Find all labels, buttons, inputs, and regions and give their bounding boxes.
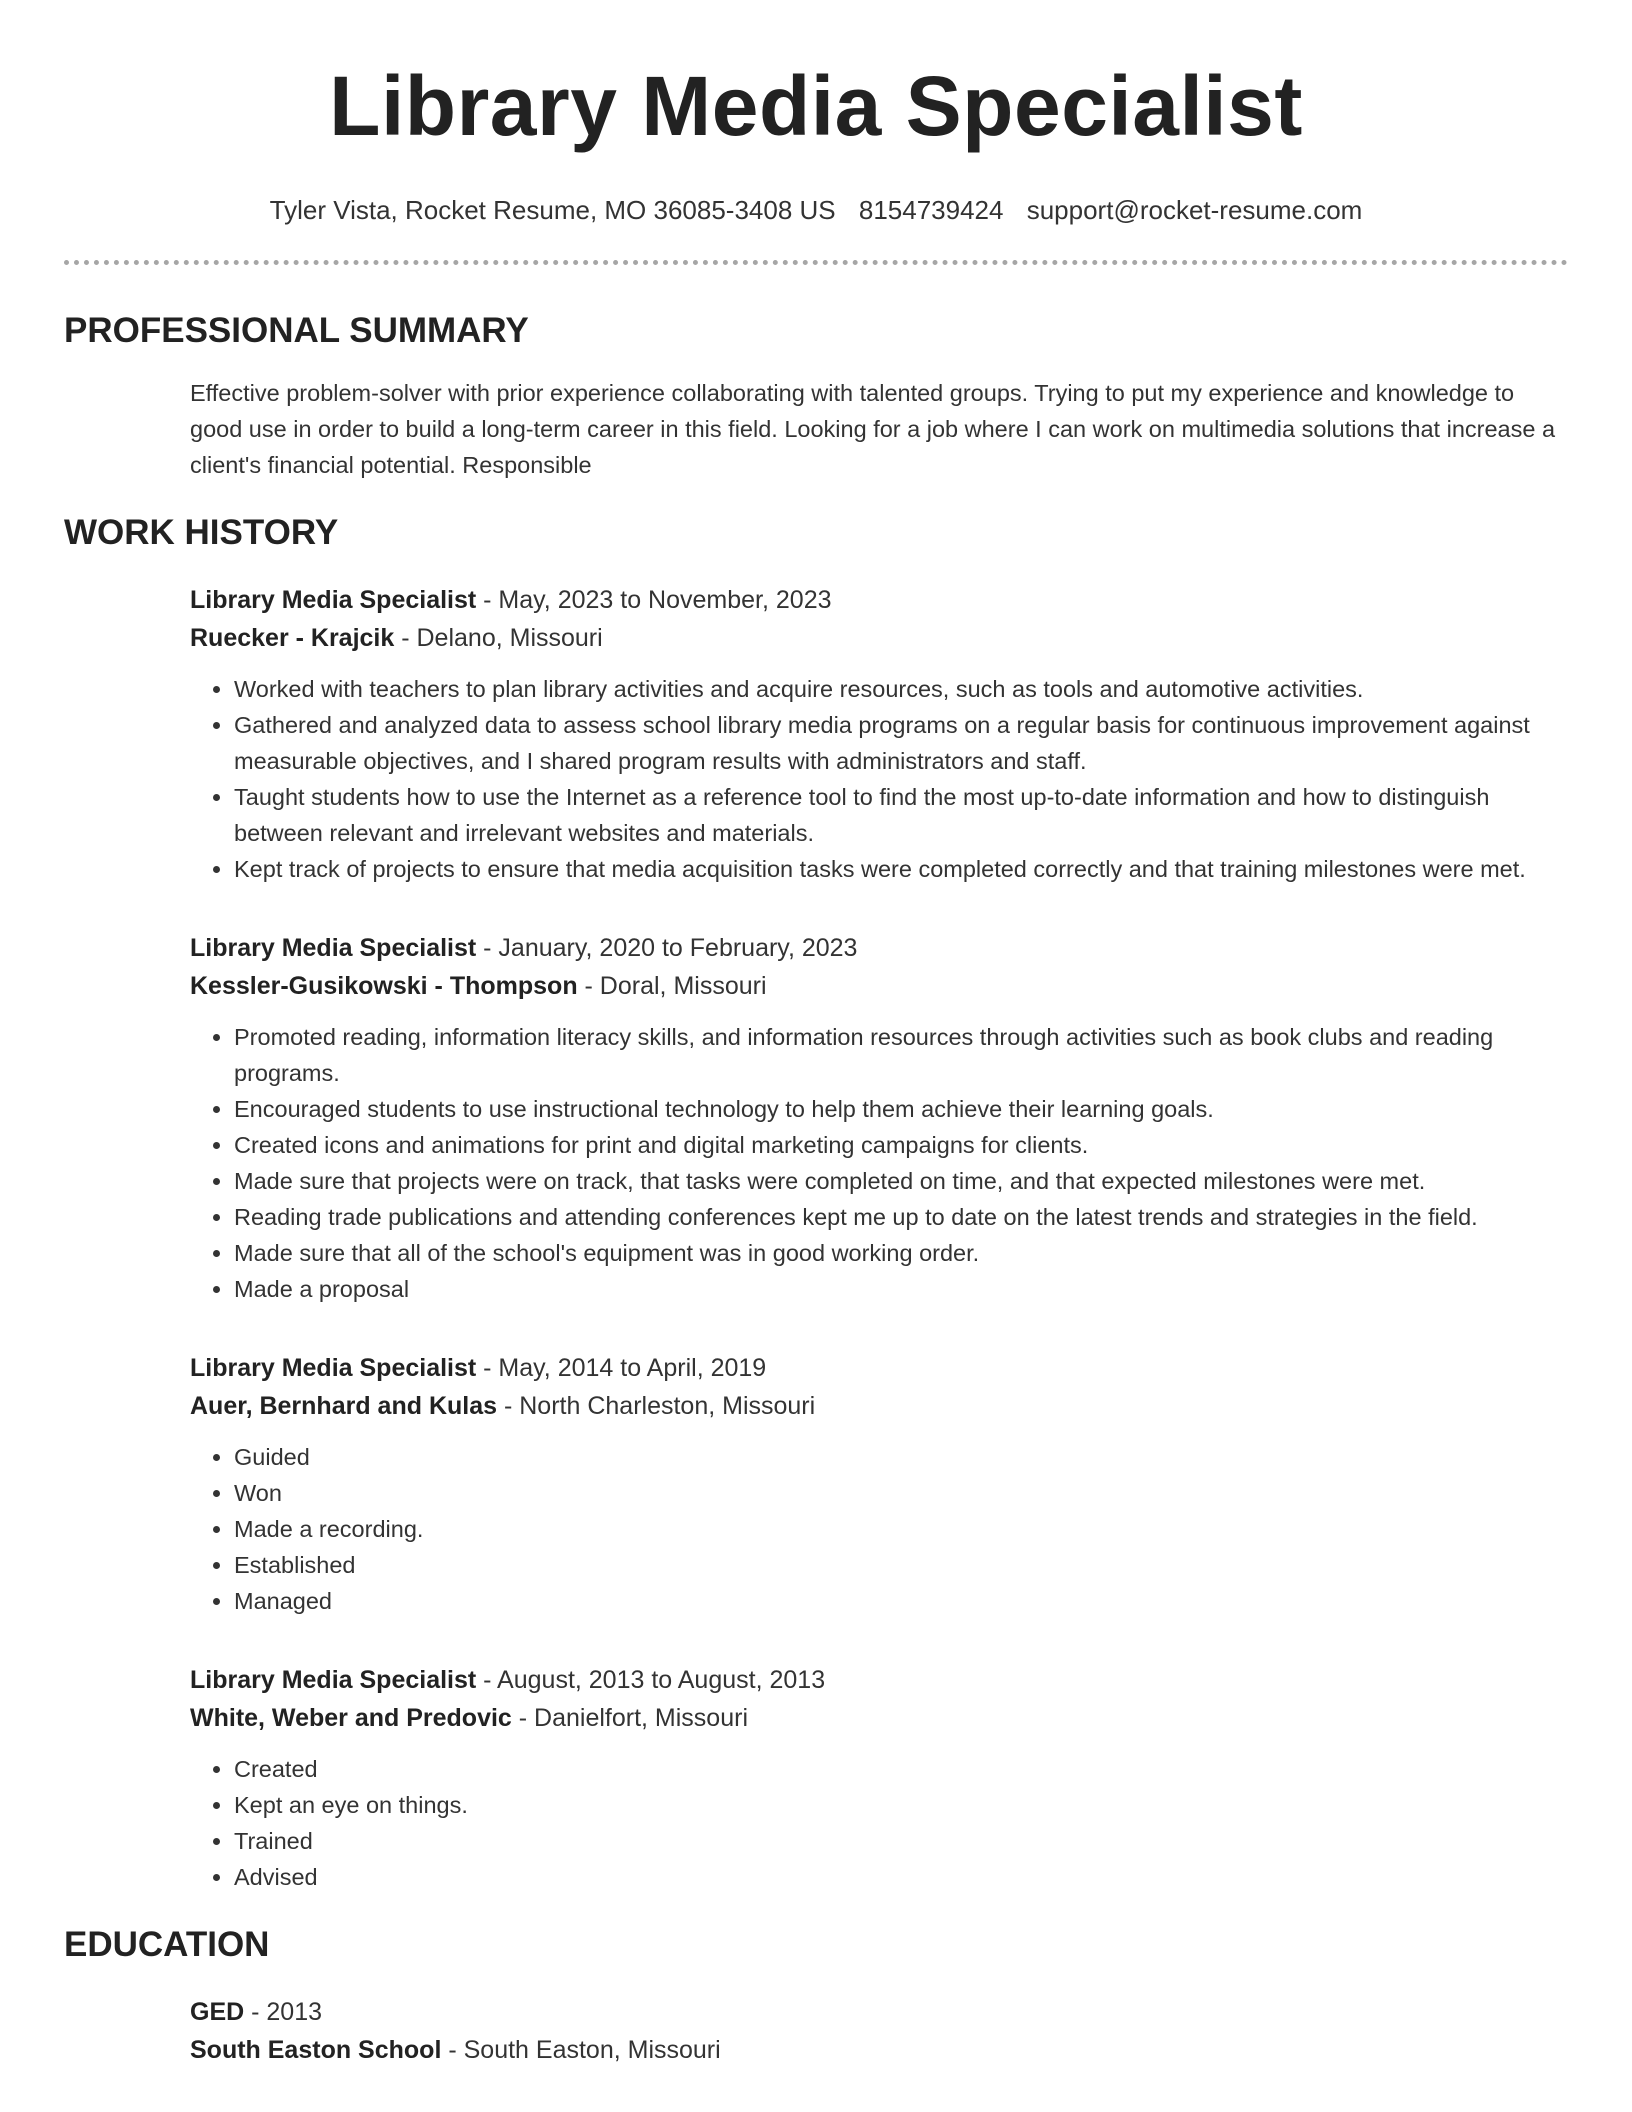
- job-bullet: • Kept an eye on things.: [234, 1787, 1568, 1823]
- summary-section: [64, 309, 1568, 483]
- job-bullet: • Created icons and animations for print and digital marketing campaigns for clients.: [234, 1127, 1568, 1163]
- job-company-line: [190, 619, 1568, 657]
- job-bullet: • Managed: [234, 1583, 1568, 1619]
- education-section: [64, 1923, 1568, 2069]
- job-bullet-list: [190, 1439, 1568, 1619]
- job-location: - Delano, Missouri: [394, 624, 603, 652]
- education-school-line: [190, 2031, 1568, 2069]
- job-bullet: • Taught students how to use the Internet as a reference tool to find the most up-to-date information and how to distinguish between relevant and irrelevant websites and materials.: [234, 779, 1568, 851]
- job-company-line: [190, 1387, 1568, 1425]
- job-bullet: • Encouraged students to use instructional technology to help them achieve their learning goals.: [234, 1091, 1568, 1127]
- education-school: South Easton School: [190, 2036, 442, 2064]
- job-bullet-list: [190, 1751, 1568, 1895]
- education-heading: EDUCATION: [64, 1925, 270, 1964]
- job-bullet: • Made a proposal: [234, 1271, 1568, 1307]
- summary-heading: PROFESSIONAL SUMMARY: [64, 311, 529, 350]
- education-degree: GED: [190, 1998, 245, 2026]
- job-company: Auer, Bernhard and Kulas: [190, 1392, 498, 1420]
- job-company: White, Weber and Predovic: [190, 1704, 512, 1732]
- job-title-line: [190, 581, 1568, 619]
- job-entry: [190, 581, 1568, 887]
- job-bullet: • Trained: [234, 1823, 1568, 1859]
- summary-text: Effective problem-solver with prior experience collaborating with talented groups. Trying to put my experience and knowledge to good use in order to build a long-term career in this field. Looking for a job where I can work on multimedia solutions that increase a client's financial potential. Responsible: [190, 380, 1556, 478]
- job-bullet: • Made a recording.: [234, 1511, 1568, 1547]
- header-divider: [64, 260, 1568, 265]
- job-bullet: • Worked with teachers to plan library activities and acquire resources, such as tools and automotive activities.: [234, 671, 1568, 707]
- job-title-line: [190, 1661, 1568, 1699]
- education-year: - 2013: [244, 1998, 323, 2026]
- job-bullet: • Made sure that all of the school's equipment was in good working order.: [234, 1235, 1568, 1271]
- job-company-line: [190, 1699, 1568, 1737]
- job-bullet: • Created: [234, 1751, 1568, 1787]
- contact-email: support@rocket-resume.com: [1026, 195, 1363, 225]
- work-history-heading: WORK HISTORY: [64, 513, 339, 552]
- job-title: Library Media Specialist: [190, 1354, 477, 1382]
- resume-title: Library Media Specialist: [329, 59, 1303, 153]
- job-company-line: [190, 967, 1568, 1005]
- job-bullet: • Guided: [234, 1439, 1568, 1475]
- job-entry: [190, 1349, 1568, 1619]
- job-dates: - May, 2014 to April, 2019: [476, 1354, 767, 1382]
- contact-address: Tyler Vista, Rocket Resume, MO 36085-3408 US: [269, 195, 836, 225]
- job-location: - Doral, Missouri: [577, 972, 767, 1000]
- job-entry: [190, 1661, 1568, 1895]
- job-location: - North Charleston, Missouri: [497, 1392, 816, 1420]
- job-bullet-list: [190, 671, 1568, 887]
- job-bullet: • Kept track of projects to ensure that media acquisition tasks were completed correctly and that training milestones were met.: [234, 851, 1568, 887]
- job-company: Ruecker - Krajcik: [190, 624, 395, 652]
- job-title-line: [190, 929, 1568, 967]
- job-bullet-list: [190, 1019, 1568, 1307]
- job-bullet: • Promoted reading, information literacy skills, and information resources through activities such as book clubs and reading programs.: [234, 1019, 1568, 1091]
- contact-line: [64, 194, 1568, 226]
- education-location: - South Easton, Missouri: [441, 2036, 721, 2064]
- contact-phone: 8154739424: [858, 195, 1004, 225]
- job-bullet: • Reading trade publications and attending conferences kept me up to date on the latest trends and strategies in the field.: [234, 1199, 1568, 1235]
- job-dates: - January, 2020 to February, 2023: [476, 934, 858, 962]
- education-degree-line: [190, 1993, 1568, 2031]
- job-dates: - May, 2023 to November, 2023: [476, 586, 832, 614]
- job-bullet: • Gathered and analyzed data to assess school library media programs on a regular basis for continuous improvement against measurable objectives, and I shared program results with administrators and staff.: [234, 707, 1568, 779]
- job-title: Library Media Specialist: [190, 1666, 477, 1694]
- job-bullet: • Established: [234, 1547, 1568, 1583]
- job-title: Library Media Specialist: [190, 934, 477, 962]
- job-title: Library Media Specialist: [190, 586, 477, 614]
- job-bullet: • Won: [234, 1475, 1568, 1511]
- job-bullet: • Advised: [234, 1859, 1568, 1895]
- job-company: Kessler-Gusikowski - Thompson: [190, 972, 578, 1000]
- education-entry: [190, 1993, 1568, 2069]
- job-dates: - August, 2013 to August, 2013: [476, 1666, 826, 1694]
- work-history-section: [64, 511, 1568, 1895]
- job-location: - Danielfort, Missouri: [511, 1704, 748, 1732]
- job-entry: [190, 929, 1568, 1307]
- job-title-line: [190, 1349, 1568, 1387]
- job-bullet: • Made sure that projects were on track, that tasks were completed on time, and that expected milestones were met.: [234, 1163, 1568, 1199]
